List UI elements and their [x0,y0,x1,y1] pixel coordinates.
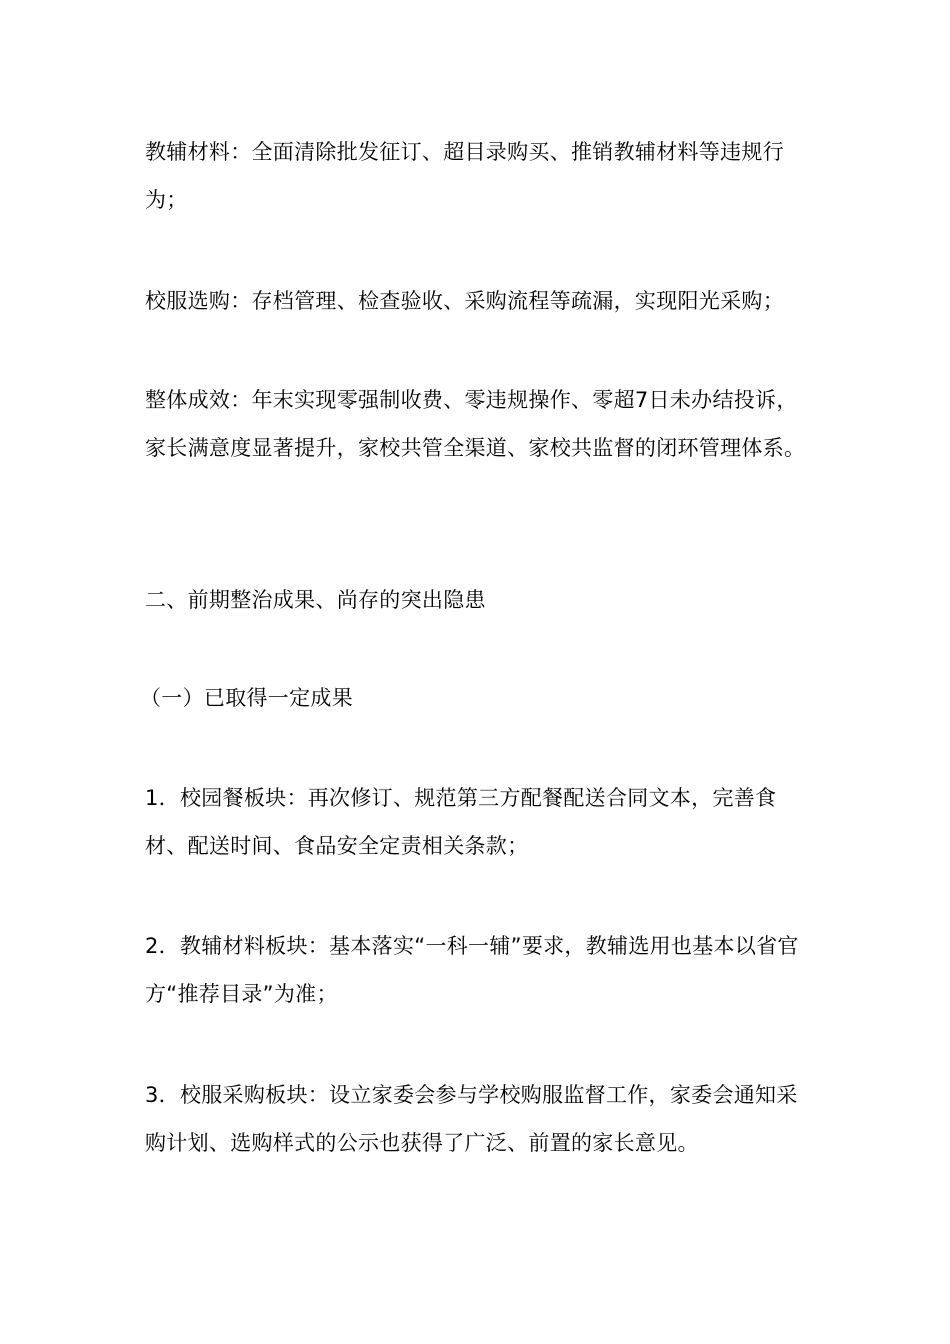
list-item-teaching-materials: 2．教辅材料板块：基本落实“一科一辅”要求，教辅选用也基本以省官方“推荐目录”为准； [145,934,799,1006]
list-item-uniform-procurement: 3．校服采购板块：设立家委会参与学校购服监督工作，家委会通知采购计划、选购样式的公示也获得了广泛、前置的家长意见。 [145,1083,798,1155]
subsection-heading-1: （一）已取得一定成果 [140,686,353,710]
section-heading-2: 二、前期整治成果、尚存的突出隐患 [145,588,486,612]
list-item-campus-meals: 1．校园餐板块：再次修订、规范第三方配餐配送合同文本，完善食材、配送时间、食品安全定责相关条款； [145,786,777,858]
paragraph-uniform-selection: 校服选购：存档管理、检查验收、采购流程等疏漏，实现阳光采购； [145,289,784,313]
paragraph-overall-results: 整体成效：年末实现零强制收费、零违规操作、零超7日未办结投诉，家长满意度显著提升，家校共管全渠道、家校共监督的闭环管理体系。 [145,388,806,460]
paragraph-teaching-materials: 教辅材料：全面清除批发征订、超目录购买、推销教辅材料等违规行为； [145,140,784,212]
